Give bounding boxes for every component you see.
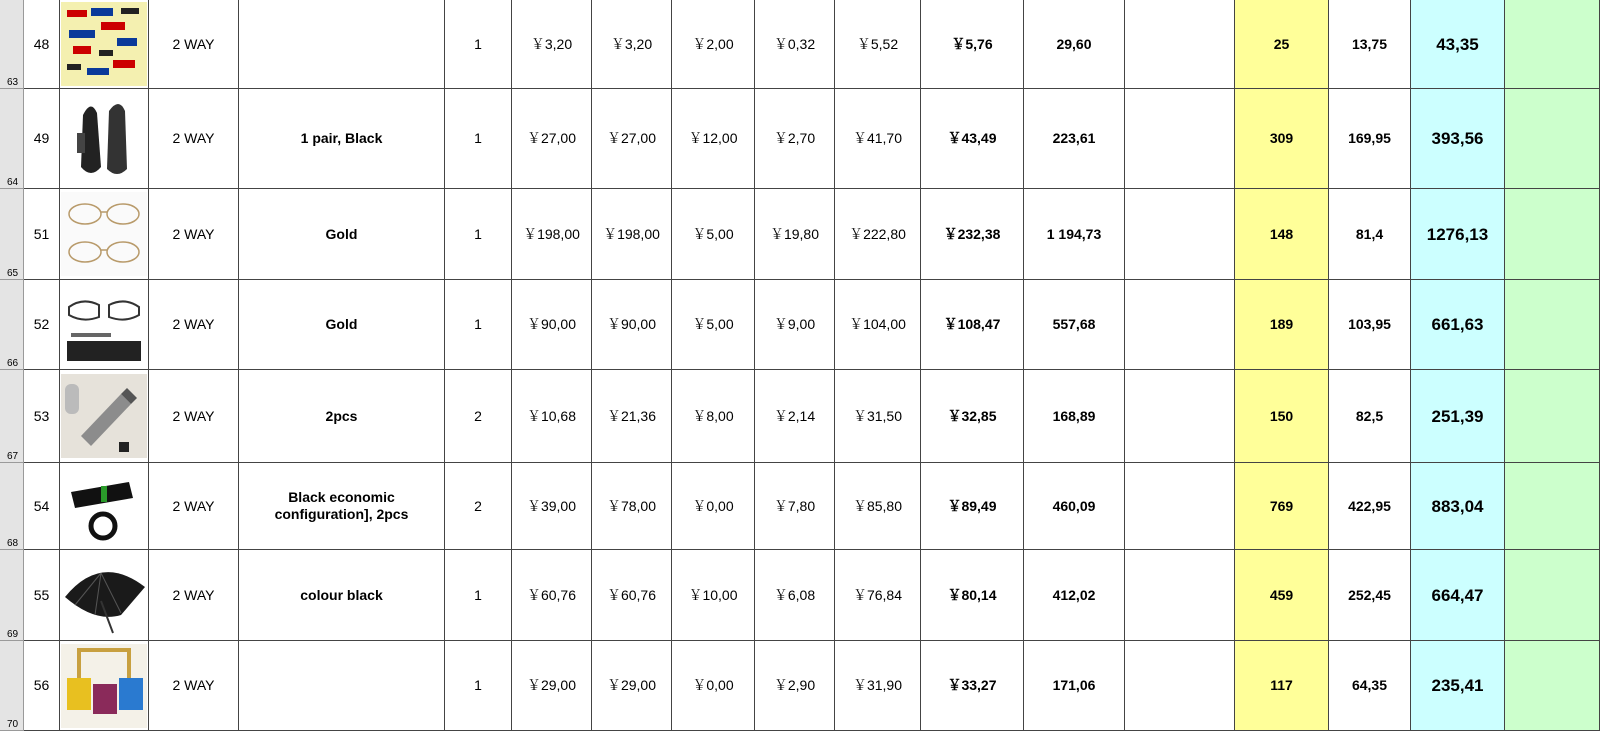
cell-shipping[interactable] bbox=[672, 0, 755, 89]
cell-fee[interactable] bbox=[755, 0, 835, 89]
row-number: 69 bbox=[7, 629, 19, 640]
cell-yellow[interactable] bbox=[1235, 370, 1329, 463]
cell-text: ￥60,76 bbox=[526, 586, 577, 603]
row-header[interactable] bbox=[0, 0, 24, 89]
cell-image[interactable] bbox=[60, 550, 149, 641]
cell-text: ￥5,00 bbox=[692, 316, 734, 332]
cell-shipping[interactable] bbox=[672, 280, 755, 370]
cell-type[interactable] bbox=[149, 641, 239, 731]
cell-text: ￥21,36 bbox=[606, 407, 657, 424]
cell-text: 103,95 bbox=[1348, 316, 1391, 332]
cell-unit-price[interactable] bbox=[512, 370, 592, 463]
cell-text: ￥85,80 bbox=[852, 497, 903, 514]
cell-price-total[interactable] bbox=[592, 280, 672, 370]
cell-unit-price[interactable] bbox=[512, 189, 592, 280]
cell-description[interactable] bbox=[239, 0, 445, 89]
cell-text: 412,02 bbox=[1052, 586, 1096, 603]
cell-text: ￥2,70 bbox=[773, 130, 816, 146]
cell-text: ￥108,47 bbox=[943, 316, 1001, 332]
cell-extra[interactable] bbox=[1329, 89, 1411, 189]
cell-text: ￥43,49 bbox=[947, 130, 997, 146]
cell-text: ￥78,00 bbox=[606, 497, 657, 514]
cell-green[interactable] bbox=[1505, 641, 1600, 731]
cell-description[interactable] bbox=[239, 641, 445, 731]
cell-subtotal[interactable] bbox=[835, 189, 921, 280]
cell-green[interactable] bbox=[1505, 370, 1600, 463]
cell-extra[interactable] bbox=[1329, 550, 1411, 641]
cell-total-cny[interactable] bbox=[921, 0, 1024, 89]
cell-yellow[interactable] bbox=[1235, 463, 1329, 550]
cell-image[interactable] bbox=[60, 89, 149, 189]
cell-text: 2 WAY bbox=[172, 677, 215, 693]
cell-text: 52 bbox=[33, 316, 50, 332]
cell-text: 117 bbox=[1270, 677, 1293, 693]
cell-blank[interactable] bbox=[1125, 280, 1235, 370]
cell-text: 1 bbox=[474, 35, 482, 52]
cell-image[interactable] bbox=[60, 189, 149, 280]
row-header[interactable] bbox=[0, 370, 24, 463]
cell-description[interactable] bbox=[239, 89, 445, 189]
cell-text: 393,56 bbox=[1431, 129, 1484, 148]
cell-price-total[interactable] bbox=[592, 641, 672, 731]
cell-total-cny[interactable] bbox=[921, 189, 1024, 280]
cell-total-local[interactable] bbox=[1024, 370, 1125, 463]
cell-text: 2pcs bbox=[325, 407, 358, 424]
cell-text: ￥10,00 bbox=[688, 586, 738, 603]
cell-text: 2 WAY bbox=[172, 407, 215, 424]
cell-text: 1 bbox=[474, 316, 482, 332]
cell-text: ￥80,14 bbox=[947, 586, 997, 603]
cell-total-cny[interactable] bbox=[921, 89, 1024, 189]
row-header[interactable] bbox=[0, 550, 24, 641]
cell-text: 53 bbox=[33, 407, 50, 424]
cell-text: 55 bbox=[33, 586, 50, 603]
cell-text: colour black bbox=[300, 586, 383, 603]
cell-qty[interactable] bbox=[445, 550, 512, 641]
cell-text: ￥27,00 bbox=[606, 130, 657, 146]
cell-text: ￥41,70 bbox=[852, 130, 903, 146]
cell-text: ￥3,20 bbox=[610, 35, 653, 52]
cell-image[interactable] bbox=[60, 641, 149, 731]
cell-grand-total[interactable] bbox=[1411, 189, 1505, 280]
cell-text: 459 bbox=[1269, 586, 1294, 603]
cell-text: 1 194,73 bbox=[1046, 225, 1102, 242]
cell-total-local[interactable] bbox=[1024, 641, 1125, 731]
cell-text: ￥198,00 bbox=[523, 225, 580, 242]
cell-qty[interactable] bbox=[445, 463, 512, 550]
cell-fee[interactable] bbox=[755, 370, 835, 463]
cell-fee[interactable] bbox=[755, 550, 835, 641]
row-number: 63 bbox=[7, 77, 19, 88]
cell-item-no[interactable] bbox=[24, 550, 60, 641]
cell-text: ￥6,08 bbox=[773, 586, 816, 603]
cell-text: 25 bbox=[1273, 35, 1290, 52]
cell-image[interactable] bbox=[60, 0, 149, 89]
cell-text: ￥31,50 bbox=[852, 407, 903, 424]
cell-text: ￥2,00 bbox=[692, 35, 734, 52]
cell-total-local[interactable] bbox=[1024, 550, 1125, 641]
cell-type[interactable] bbox=[149, 550, 239, 641]
cell-fee[interactable] bbox=[755, 463, 835, 550]
cell-text: ￥31,90 bbox=[852, 677, 903, 693]
cell-item-no[interactable] bbox=[24, 280, 60, 370]
cell-text: ￥33,27 bbox=[947, 677, 997, 693]
cell-type[interactable] bbox=[149, 0, 239, 89]
cell-item-no[interactable] bbox=[24, 189, 60, 280]
cell-text: 81,4 bbox=[1355, 225, 1384, 242]
cell-shipping[interactable] bbox=[672, 550, 755, 641]
cell-text: 1 bbox=[474, 586, 482, 603]
cell-total-cny[interactable] bbox=[921, 370, 1024, 463]
cell-item-no[interactable] bbox=[24, 370, 60, 463]
cell-grand-total[interactable] bbox=[1411, 89, 1505, 189]
cell-description[interactable] bbox=[239, 550, 445, 641]
cell-text: 148 bbox=[1269, 225, 1294, 242]
cell-text: 64,35 bbox=[1351, 677, 1388, 693]
flashlight-image bbox=[61, 464, 147, 548]
cell-type[interactable] bbox=[149, 463, 239, 550]
cell-image[interactable] bbox=[60, 370, 149, 463]
cell-subtotal[interactable] bbox=[835, 550, 921, 641]
cell-text: 223,61 bbox=[1052, 130, 1096, 146]
cell-blank[interactable] bbox=[1125, 641, 1235, 731]
cell-unit-price[interactable] bbox=[512, 463, 592, 550]
cell-description[interactable] bbox=[239, 370, 445, 463]
cell-green[interactable] bbox=[1505, 0, 1600, 89]
cell-type[interactable] bbox=[149, 89, 239, 189]
cell-text: ￥32,85 bbox=[947, 407, 997, 424]
row-number: 67 bbox=[7, 451, 19, 462]
cell-description[interactable] bbox=[239, 280, 445, 370]
cell-total-cny[interactable] bbox=[921, 641, 1024, 731]
cell-blank[interactable] bbox=[1125, 189, 1235, 280]
cell-text: 252,45 bbox=[1348, 586, 1391, 603]
cell-text: Gold bbox=[325, 225, 358, 242]
cell-text: ￥2,14 bbox=[773, 407, 816, 424]
cell-text: ￥2,90 bbox=[773, 677, 816, 693]
cell-text: ￥0,00 bbox=[692, 497, 734, 514]
cell-text: 1 bbox=[474, 225, 482, 242]
cell-text: 48 bbox=[33, 35, 50, 52]
cell-fee[interactable] bbox=[755, 189, 835, 280]
cell-unit-price[interactable] bbox=[512, 550, 592, 641]
cell-text: ￥90,00 bbox=[606, 316, 657, 332]
cell-text: 557,68 bbox=[1052, 316, 1096, 332]
cell-grand-total[interactable] bbox=[1411, 550, 1505, 641]
cell-total-local[interactable] bbox=[1024, 0, 1125, 89]
cell-text: 54 bbox=[33, 497, 50, 514]
cell-text: 422,95 bbox=[1348, 497, 1391, 514]
cell-price-total[interactable] bbox=[592, 463, 672, 550]
cell-text: ￥0,00 bbox=[692, 677, 734, 693]
cell-text: 189 bbox=[1269, 316, 1294, 332]
cell-text: 235,41 bbox=[1431, 676, 1484, 695]
cell-text: ￥29,00 bbox=[526, 677, 577, 693]
cell-text: ￥89,49 bbox=[947, 497, 997, 514]
cell-text: 82,5 bbox=[1355, 407, 1384, 424]
cell-text: 769 bbox=[1269, 497, 1294, 514]
cell-text: 1276,13 bbox=[1426, 224, 1489, 244]
cell-text: 2 WAY bbox=[172, 586, 215, 603]
cell-text: ￥198,00 bbox=[603, 225, 660, 242]
cell-shipping[interactable] bbox=[672, 370, 755, 463]
cell-extra[interactable] bbox=[1329, 189, 1411, 280]
cell-price-total[interactable] bbox=[592, 550, 672, 641]
cell-unit-price[interactable] bbox=[512, 89, 592, 189]
cell-qty[interactable] bbox=[445, 641, 512, 731]
cell-text: 43,35 bbox=[1436, 34, 1479, 54]
cell-text: 251,39 bbox=[1431, 406, 1484, 426]
cell-text: 13,75 bbox=[1351, 35, 1388, 52]
row-number: 66 bbox=[7, 358, 19, 369]
cell-green[interactable] bbox=[1505, 463, 1600, 550]
cell-blank[interactable] bbox=[1125, 550, 1235, 641]
cell-text: 2 bbox=[474, 497, 482, 514]
cell-image[interactable] bbox=[60, 280, 149, 370]
cell-subtotal[interactable] bbox=[835, 370, 921, 463]
cell-subtotal[interactable] bbox=[835, 641, 921, 731]
cell-blank[interactable] bbox=[1125, 370, 1235, 463]
cell-text: ￥5,76 bbox=[951, 35, 993, 52]
cell-yellow[interactable] bbox=[1235, 89, 1329, 189]
cell-subtotal[interactable] bbox=[835, 280, 921, 370]
cell-grand-total[interactable] bbox=[1411, 641, 1505, 731]
cell-text: ￥7,80 bbox=[773, 497, 816, 514]
cell-text: ￥9,00 bbox=[773, 316, 816, 332]
cell-text: 2 WAY bbox=[172, 130, 215, 146]
cell-text: 168,89 bbox=[1052, 407, 1096, 424]
cell-unit-price[interactable] bbox=[512, 641, 592, 731]
glasses-frame-image bbox=[61, 283, 147, 367]
cell-text: 51 bbox=[33, 225, 50, 242]
cell-shipping[interactable] bbox=[672, 463, 755, 550]
cell-text: 150 bbox=[1269, 407, 1294, 424]
cell-type[interactable] bbox=[149, 280, 239, 370]
cell-total-cny[interactable] bbox=[921, 550, 1024, 641]
cell-total-local[interactable] bbox=[1024, 89, 1125, 189]
cell-blank[interactable] bbox=[1125, 463, 1235, 550]
cell-text: ￥19,80 bbox=[769, 225, 820, 242]
cell-yellow[interactable] bbox=[1235, 641, 1329, 731]
cell-text: 49 bbox=[33, 130, 50, 146]
cell-text: ￥5,00 bbox=[692, 225, 734, 242]
cell-text: 661,63 bbox=[1431, 315, 1484, 334]
cell-type[interactable] bbox=[149, 189, 239, 280]
cell-total-local[interactable] bbox=[1024, 463, 1125, 550]
cell-fee[interactable] bbox=[755, 641, 835, 731]
umbrella-image bbox=[61, 553, 147, 637]
cell-text: 2 WAY bbox=[172, 35, 215, 52]
cell-fee[interactable] bbox=[755, 89, 835, 189]
cell-text: 2 WAY bbox=[172, 225, 215, 242]
cell-extra[interactable] bbox=[1329, 370, 1411, 463]
cell-image[interactable] bbox=[60, 463, 149, 550]
cell-green[interactable] bbox=[1505, 280, 1600, 370]
cell-blank[interactable] bbox=[1125, 89, 1235, 189]
cell-text: ￥60,76 bbox=[606, 586, 657, 603]
row-number: 68 bbox=[7, 538, 19, 549]
row-number: 70 bbox=[7, 719, 19, 730]
row-number: 65 bbox=[7, 268, 19, 279]
cell-text: Gold bbox=[325, 316, 358, 332]
cell-subtotal[interactable] bbox=[835, 89, 921, 189]
cell-item-no[interactable] bbox=[24, 463, 60, 550]
cell-description[interactable] bbox=[239, 189, 445, 280]
cell-blank[interactable] bbox=[1125, 0, 1235, 89]
row-header[interactable] bbox=[0, 641, 24, 731]
cell-text: 1 bbox=[474, 130, 482, 146]
cell-grand-total[interactable] bbox=[1411, 0, 1505, 89]
cell-text: ￥10,68 bbox=[526, 407, 577, 424]
cell-subtotal[interactable] bbox=[835, 0, 921, 89]
cell-shipping[interactable] bbox=[672, 89, 755, 189]
cell-text: 29,60 bbox=[1056, 35, 1092, 52]
cell-price-total[interactable] bbox=[592, 370, 672, 463]
cell-text: ￥27,00 bbox=[526, 130, 577, 146]
cell-price-total[interactable] bbox=[592, 0, 672, 89]
cell-text: ￥12,00 bbox=[688, 130, 738, 146]
cell-text: ￥3,20 bbox=[530, 35, 573, 52]
perfume-bottles-image bbox=[61, 644, 147, 728]
row-header[interactable] bbox=[0, 189, 24, 280]
cell-text: 171,06 bbox=[1052, 677, 1096, 693]
cell-qty[interactable] bbox=[445, 189, 512, 280]
cell-qty[interactable] bbox=[445, 89, 512, 189]
handlebar-grips-image bbox=[61, 97, 147, 181]
cell-unit-price[interactable] bbox=[512, 280, 592, 370]
cell-grand-total[interactable] bbox=[1411, 280, 1505, 370]
cell-text: ￥90,00 bbox=[526, 316, 577, 332]
cell-item-no[interactable] bbox=[24, 89, 60, 189]
cell-total-local[interactable] bbox=[1024, 189, 1125, 280]
cell-text: ￥104,00 bbox=[849, 316, 906, 332]
cell-text: 309 bbox=[1269, 130, 1294, 146]
cell-grand-total[interactable] bbox=[1411, 463, 1505, 550]
cell-yellow[interactable] bbox=[1235, 189, 1329, 280]
cell-item-no[interactable] bbox=[24, 0, 60, 89]
cell-green[interactable] bbox=[1505, 189, 1600, 280]
sticker-sheet-image bbox=[61, 2, 147, 86]
cell-text: 56 bbox=[33, 677, 50, 693]
cell-yellow[interactable] bbox=[1235, 280, 1329, 370]
cell-shipping[interactable] bbox=[672, 641, 755, 731]
cell-text: ￥29,00 bbox=[606, 677, 657, 693]
cell-unit-price[interactable] bbox=[512, 0, 592, 89]
cell-text: 2 WAY bbox=[172, 497, 215, 514]
row-header[interactable] bbox=[0, 463, 24, 550]
cell-item-no[interactable] bbox=[24, 641, 60, 731]
cell-yellow[interactable] bbox=[1235, 0, 1329, 89]
cell-grand-total[interactable] bbox=[1411, 370, 1505, 463]
cell-total-cny[interactable] bbox=[921, 463, 1024, 550]
cell-price-total[interactable] bbox=[592, 89, 672, 189]
cell-text: 883,04 bbox=[1431, 496, 1484, 516]
cell-yellow[interactable] bbox=[1235, 550, 1329, 641]
cell-text: ￥0,32 bbox=[773, 35, 816, 52]
row-header[interactable] bbox=[0, 280, 24, 370]
cell-extra[interactable] bbox=[1329, 280, 1411, 370]
cell-fee[interactable] bbox=[755, 280, 835, 370]
cell-price-total[interactable] bbox=[592, 189, 672, 280]
cell-shipping[interactable] bbox=[672, 189, 755, 280]
cell-text: ￥232,38 bbox=[943, 225, 1001, 242]
cell-qty[interactable] bbox=[445, 280, 512, 370]
cell-type[interactable] bbox=[149, 370, 239, 463]
row-number: 64 bbox=[7, 177, 19, 188]
row-header[interactable] bbox=[0, 89, 24, 189]
cell-subtotal[interactable] bbox=[835, 463, 921, 550]
cell-text: 2 WAY bbox=[172, 316, 215, 332]
cell-total-local[interactable] bbox=[1024, 280, 1125, 370]
cell-total-cny[interactable] bbox=[921, 280, 1024, 370]
cell-qty[interactable] bbox=[445, 0, 512, 89]
cell-text: ￥5,52 bbox=[856, 35, 899, 52]
cell-description[interactable] bbox=[239, 463, 445, 550]
cell-text: ￥222,80 bbox=[849, 225, 906, 242]
cell-text: ￥76,84 bbox=[852, 586, 903, 603]
cell-text: ￥8,00 bbox=[692, 407, 734, 424]
cell-green[interactable] bbox=[1505, 89, 1600, 189]
nose-trimmer-image bbox=[61, 374, 147, 458]
cell-text: Black economic configuration], 2pcs bbox=[274, 489, 409, 522]
cell-text: 460,09 bbox=[1052, 497, 1096, 514]
cell-text: 664,47 bbox=[1431, 585, 1484, 605]
cell-text: 2 bbox=[474, 407, 482, 424]
cell-extra[interactable] bbox=[1329, 0, 1411, 89]
cell-text: ￥39,00 bbox=[526, 497, 577, 514]
rimless-glasses-image bbox=[61, 192, 147, 276]
cell-green[interactable] bbox=[1505, 550, 1600, 641]
cell-qty[interactable] bbox=[445, 370, 512, 463]
cell-text: 1 pair, Black bbox=[300, 130, 383, 146]
cell-extra[interactable] bbox=[1329, 641, 1411, 731]
cell-text: 1 bbox=[474, 677, 482, 693]
cell-extra[interactable] bbox=[1329, 463, 1411, 550]
cell-text: 169,95 bbox=[1348, 130, 1391, 146]
